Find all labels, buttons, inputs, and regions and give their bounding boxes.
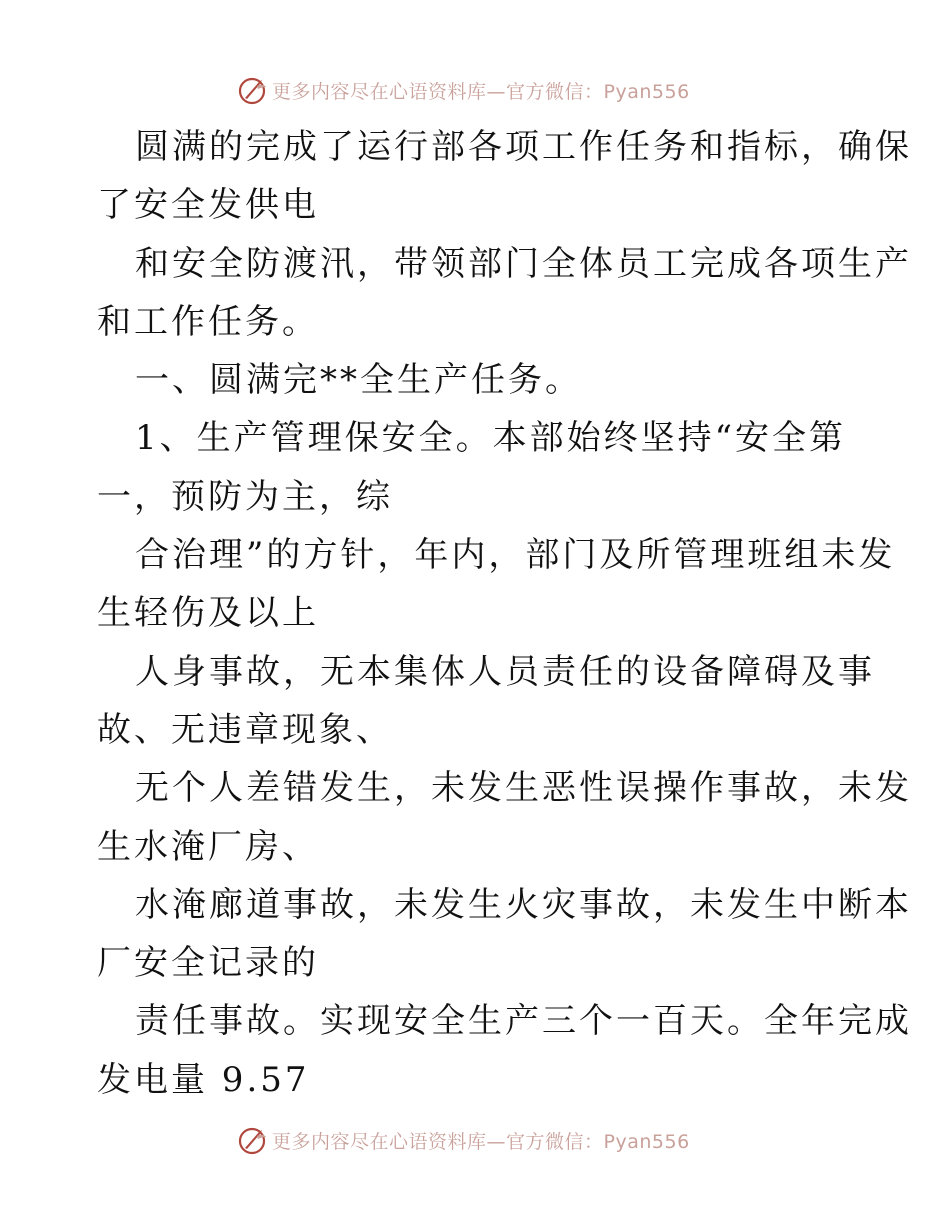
- text-line: 生轻伤及以上: [97, 593, 319, 634]
- text-line: 合治理”的方针，年内，部门及所管理班组未发: [135, 535, 896, 576]
- watermark-text: 更多内容尽在心语资料库—官方微信：Pyan556: [272, 80, 690, 103]
- text-line: 人身事故，无本集体人员责任的设备障碍及事: [135, 651, 875, 692]
- text-line: 发电量 9.57: [97, 1059, 310, 1100]
- text-line: 责任事故。实现安全生产三个一百天。全年完成: [135, 1001, 912, 1042]
- header-watermark: [236, 72, 690, 108]
- document-body: [97, 118, 912, 1109]
- section-heading: 一、圆满完**全生产任务。: [135, 360, 582, 401]
- footer-watermark: [236, 1122, 690, 1158]
- text-line: 圆满的完成了运行部各项工作任务和指标，确保: [135, 127, 912, 167]
- text-line: 一，预防为主，综: [97, 476, 393, 517]
- watermark-text: 更多内容尽在心语资料库—官方微信：Pyan556: [272, 1130, 690, 1153]
- text-line: 和安全防渡汛，带领部门全体员工完成各项生产: [135, 243, 912, 284]
- text-line: 1、生产管理保安全。本部始终坚持“安全第: [135, 418, 847, 459]
- text-line: 故、无违章现象、: [97, 709, 393, 750]
- text-line: 无个人差错发生，未发生恶性误操作事故，未发: [135, 768, 912, 809]
- text-line: 厂安全记录的: [97, 943, 319, 984]
- text-line: 水淹廊道事故，未发生火灾事故，未发生中断本: [135, 884, 912, 925]
- text-line: 了安全发供电: [97, 185, 319, 226]
- quill-pen-logo-icon: [236, 74, 268, 106]
- quill-pen-logo-icon: [236, 1124, 268, 1156]
- text-line: 生水淹厂房、: [97, 826, 319, 867]
- text-line: 和工作任务。: [97, 301, 319, 342]
